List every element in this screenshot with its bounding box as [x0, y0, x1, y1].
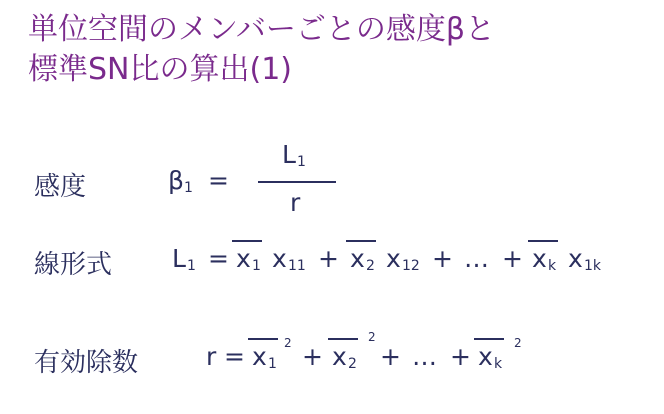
plus-sign: +	[502, 244, 523, 273]
x-11: x	[272, 244, 287, 273]
numerator-subscript: 1	[297, 154, 306, 170]
sensitivity-equals: =	[208, 166, 229, 195]
xbar-1-subscript: 1	[268, 356, 277, 372]
square-exponent: 2	[368, 330, 376, 344]
ellipsis: …	[412, 342, 437, 371]
square-exponent: 2	[284, 336, 292, 350]
fraction-denominator: r	[290, 188, 301, 217]
x-12-subscript: 12	[402, 258, 420, 274]
x-12: x	[386, 244, 401, 273]
ellipsis: …	[464, 244, 489, 273]
effective-divisor-label: 有効除数	[34, 348, 139, 378]
xbar-k-overline	[528, 240, 558, 242]
xbar-k-subscript: k	[494, 356, 503, 372]
effective-equals: =	[224, 342, 245, 371]
linear-lhs-subscript: 1	[187, 258, 196, 274]
xbar-k: x	[532, 244, 547, 273]
xbar-1-overline	[232, 240, 262, 242]
x-11-subscript: 11	[288, 258, 306, 274]
fraction-numerator: L	[282, 140, 296, 169]
linear-lhs: L	[172, 244, 186, 273]
beta-symbol: β	[168, 166, 184, 195]
fraction-bar	[258, 181, 336, 183]
xbar-k: x	[478, 342, 493, 371]
plus-sign: +	[450, 342, 471, 371]
xbar-2-subscript: 2	[366, 258, 375, 274]
xbar-k-overline	[474, 338, 504, 340]
linear-equals: =	[208, 244, 229, 273]
sensitivity-label: 感度	[34, 172, 87, 202]
plus-sign: +	[432, 244, 453, 273]
xbar-2: x	[350, 244, 365, 273]
xbar-2-subscript: 2	[348, 356, 357, 372]
x-1k: x	[568, 244, 583, 273]
page-title	[28, 10, 495, 90]
xbar-2-overline	[328, 338, 358, 340]
effective-lhs: r	[206, 342, 217, 371]
beta-subscript: 1	[184, 180, 193, 196]
title-line-1: 単位空間のメンバーごとの感度βと	[28, 12, 496, 47]
xbar-2: x	[332, 342, 347, 371]
xbar-1-overline	[248, 338, 278, 340]
xbar-k-subscript: k	[548, 258, 557, 274]
square-exponent: 2	[514, 336, 522, 350]
x-1k-subscript: 1k	[584, 258, 602, 274]
plus-sign: +	[318, 244, 339, 273]
title-line-2: 標準SN比の算出(1)	[28, 52, 292, 87]
linear-form-label: 線形式	[34, 250, 113, 280]
xbar-2-overline	[346, 240, 376, 242]
xbar-1: x	[236, 244, 251, 273]
xbar-1-subscript: 1	[252, 258, 261, 274]
plus-sign: +	[302, 342, 323, 371]
plus-sign: +	[380, 342, 401, 371]
xbar-1: x	[252, 342, 267, 371]
